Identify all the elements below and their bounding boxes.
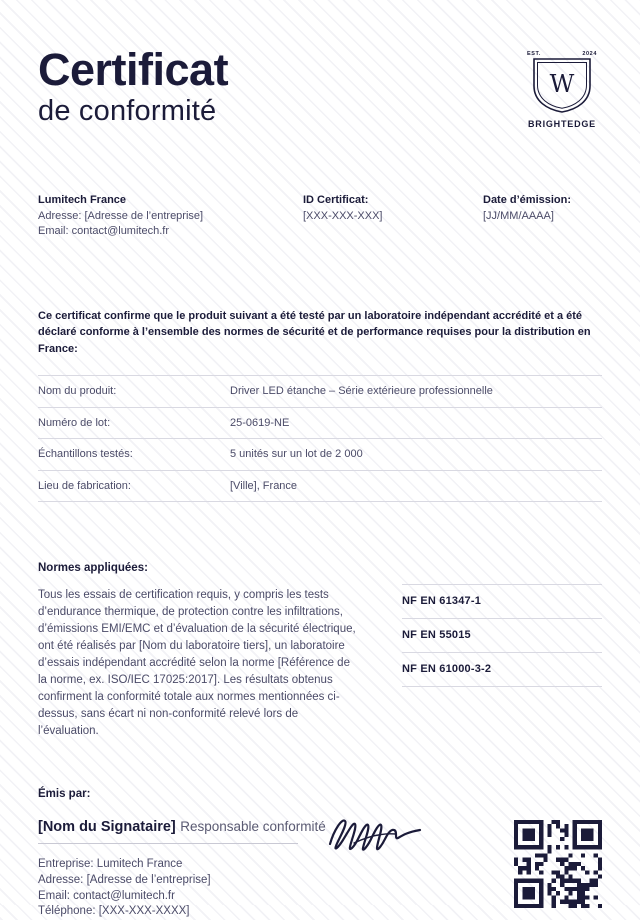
- table-row: [38, 438, 602, 470]
- list-item: NF EN 55015: [402, 618, 602, 652]
- row-value: 5 unités sur un lot de 2 000: [230, 448, 363, 460]
- row-value: 25-0619-NE: [230, 416, 290, 429]
- standards-heading: Normes appliquées:: [38, 562, 148, 574]
- row-label: Lieu de fabrication:: [38, 479, 131, 492]
- signatory-company: Entreprise: Lumitech France: [38, 858, 183, 870]
- signatory-contact-block: [38, 857, 298, 920]
- handwritten-signature: [324, 810, 424, 861]
- issuer-block: [38, 193, 303, 240]
- table-row: [38, 470, 602, 503]
- issue-date-label: Date d’émission:: [483, 194, 572, 206]
- list-item: NF EN 61347-1: [402, 584, 602, 618]
- svg-text:EST.: EST.: [527, 51, 542, 57]
- header: [38, 46, 602, 135]
- svg-text:W: W: [549, 70, 575, 98]
- issued-by-section: [38, 788, 602, 920]
- signatory-role: Responsable conformité: [180, 819, 326, 834]
- list-item: NF EN 61000-3-2: [402, 652, 602, 687]
- qr-code: [514, 820, 602, 913]
- row-value: [Ville], France: [230, 479, 298, 492]
- conformity-statement: Ce certificat confirme que le produit suivant a été testé par un laboratoire indépendant accrédité et a été déclaré conforme à l’ensemble des normes de sécurité et de performance requises pour la distribution en France:: [38, 309, 591, 355]
- certificate-id-block: [303, 193, 483, 240]
- signatory-email: Email: contact@lumitech.fr: [38, 889, 175, 902]
- standards-section: [38, 562, 602, 740]
- table-row: [38, 407, 602, 439]
- title-main: Certificat: [38, 44, 229, 95]
- issuer-address: Adresse: [Adresse de l’entreprise]: [38, 209, 204, 222]
- issuer-company: Lumitech France: [38, 194, 127, 206]
- certificate-id-label: ID Certificat:: [303, 194, 369, 206]
- standards-body: [38, 587, 602, 740]
- signatory-line: [38, 818, 326, 844]
- certificate-id-value: [XXX-XXX-XXX]: [303, 209, 383, 222]
- product-table: [38, 375, 602, 502]
- title-sub: de conformité: [38, 95, 217, 128]
- issued-by-heading: Émis par:: [38, 788, 91, 800]
- issue-date-block: [483, 193, 602, 240]
- row-value: Driver LED étanche – Série extérieure professionnelle: [230, 385, 493, 397]
- standards-description: Tous les essais de certification requis, y compris les tests d’endurance thermique, de protection contre les infiltrations, d’émissions EMI/EMC et d’évaluation de la sécurité électrique, ont été réalisés par [Nom du laboratoire tiers], un laboratoire d’essais indépendant accrédité selon la norme [Référence de la norme, ex. ISO/IEC 17025:2017]. Les résultats obtenus confirment la conformité totale aux normes mentionnées ci-dessus, sans écart ni non-conformité relevé lors de l’évaluation.: [38, 589, 356, 737]
- qr-code-icon: [514, 820, 602, 908]
- row-label: Échantillons testés:: [38, 448, 133, 460]
- standards-list: [402, 584, 602, 740]
- svg-text:2024: 2024: [582, 51, 597, 57]
- signatory-name: [Nom du Signataire]: [38, 819, 176, 835]
- table-row: [38, 375, 602, 407]
- page-title: [38, 46, 228, 129]
- row-label: Numéro de lot:: [38, 416, 111, 429]
- signatory-address: Adresse: [Adresse de l’entreprise]: [38, 873, 211, 886]
- certificate-meta: [38, 193, 602, 240]
- svg-text:BRIGHTEDGE: BRIGHTEDGE: [527, 119, 597, 129]
- issuer-email: Email: contact@lumitech.fr: [38, 225, 169, 237]
- signatory-phone: Téléphone: [XXX-XXX-XXXX]: [38, 905, 190, 918]
- shield-logo-icon: [524, 46, 600, 130]
- brand-logo: [524, 46, 600, 135]
- issue-date-value: [JJ/MM/AAAA]: [483, 209, 554, 222]
- signature-icon: [324, 810, 424, 856]
- row-label: Nom du produit:: [38, 385, 117, 397]
